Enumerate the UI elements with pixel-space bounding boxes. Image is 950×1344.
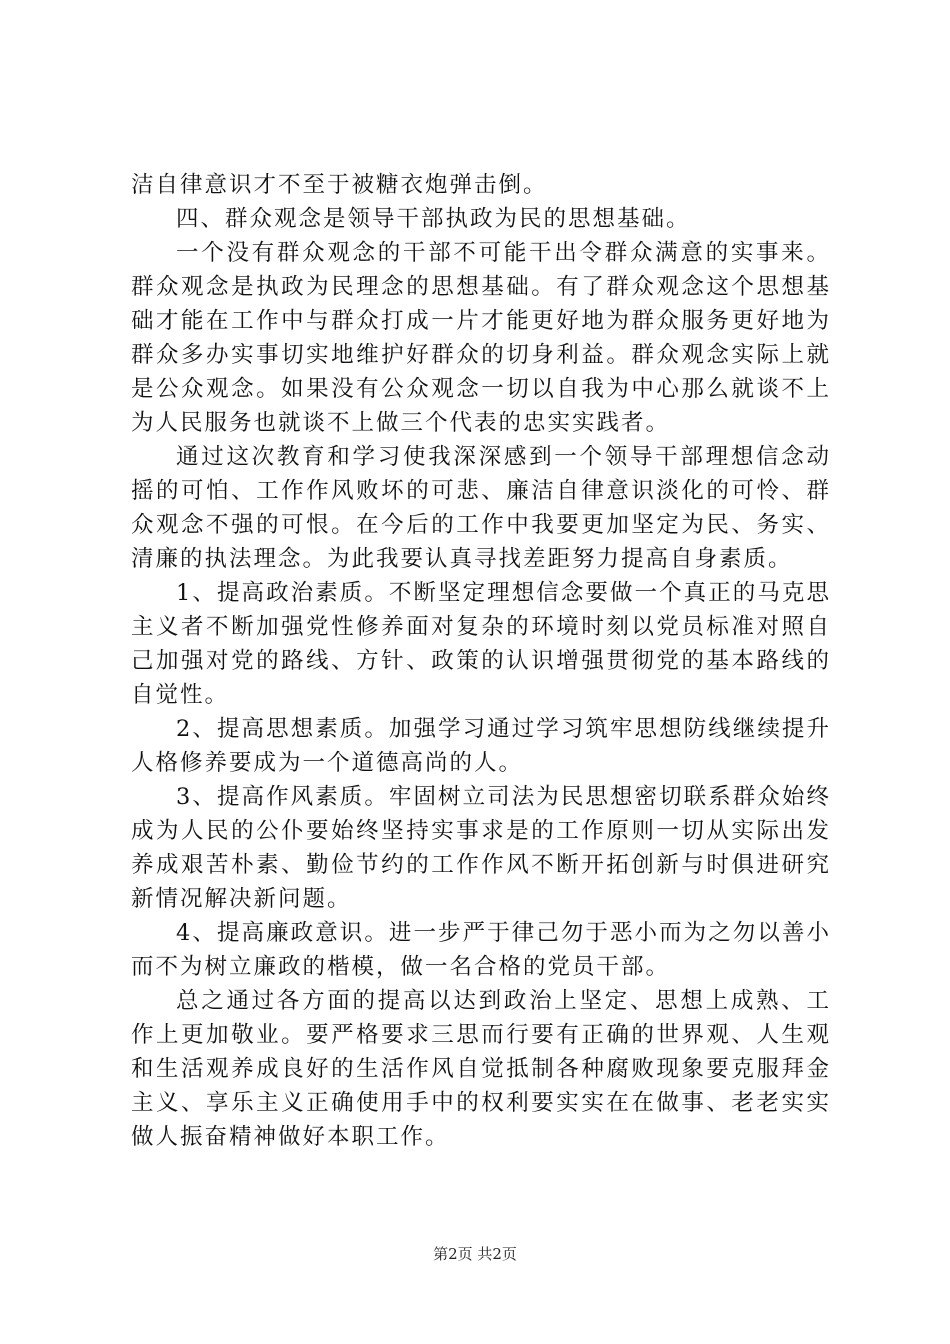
paragraph-item-4: 4、提高廉政意识。进一步严于律己勿于恶小而为之勿以善小而不为树立廉政的楷模，做一名合格的党员干部。 [131,920,831,980]
paragraph-item-3: 3、提高作风素质。牢固树立司法为民思想密切联系群众始终成为人民的公仆要始终坚持实事求是的工作原则一切从实际出发养成艰苦朴素、勤俭节约的工作作风不断开拓创新与时俱进研究新情况解决新问题。 [131,784,831,912]
page-footer [0,1244,950,1264]
paragraph-continuation: 洁自律意识才不至于被糖衣炮弹击倒。 [131,172,548,198]
paragraph-reflection: 通过这次教育和学习使我深深感到一个领导干部理想信念动摇的可怕、工作作风败坏的可悲、廉洁自律意识淡化的可怜、群众观念不强的可恨。在今后的工作中我要更加坚定为民、务实、清廉的执法理念。为此我要认真寻找差距努力提高自身素质。 [131,444,831,572]
paragraph-item-2: 2、提高思想素质。加强学习通过学习筑牢思想防线继续提升人格修养要成为一个道德高尚的人。 [131,716,831,776]
paragraph-mass-viewpoint: 一个没有群众观念的干部不可能干出令群众满意的实事来。群众观念是执政为民理念的思想基础。有了群众观念这个思想基础才能在工作中与群众打成一片才能更好地为群众服务更好地为群众多办实事切实地维护好群众的切身利益。群众观念实际上就是公众观念。如果没有公众观念一切以自我为中心那么就谈不上为人民服务也就谈不上做三个代表的忠实实践者。 [131,240,831,436]
section-heading-four: 四、群众观念是领导干部执政为民的思想基础。 [176,206,691,232]
paragraph-item-1: 1、提高政治素质。不断坚定理想信念要做一个真正的马克思主义者不断加强党性修养面对复杂的环境时刻以党员标准对照自己加强对党的路线、方针、政策的认识增强贯彻党的基本路线的自觉性。 [131,580,831,708]
document-body [131,168,831,1154]
page-number-label: 第2页 共2页 [433,1245,517,1263]
paragraph-conclusion: 总之通过各方面的提高以达到政治上坚定、思想上成熟、工作上更加敬业。要严格要求三思而行要有正确的世界观、人生观和生活观养成良好的生活作风自觉抵制各种腐败现象要克服拜金主义、享乐主义正确使用手中的权利要实实在在做事、老老实实做人振奋精神做好本职工作。 [131,988,831,1150]
